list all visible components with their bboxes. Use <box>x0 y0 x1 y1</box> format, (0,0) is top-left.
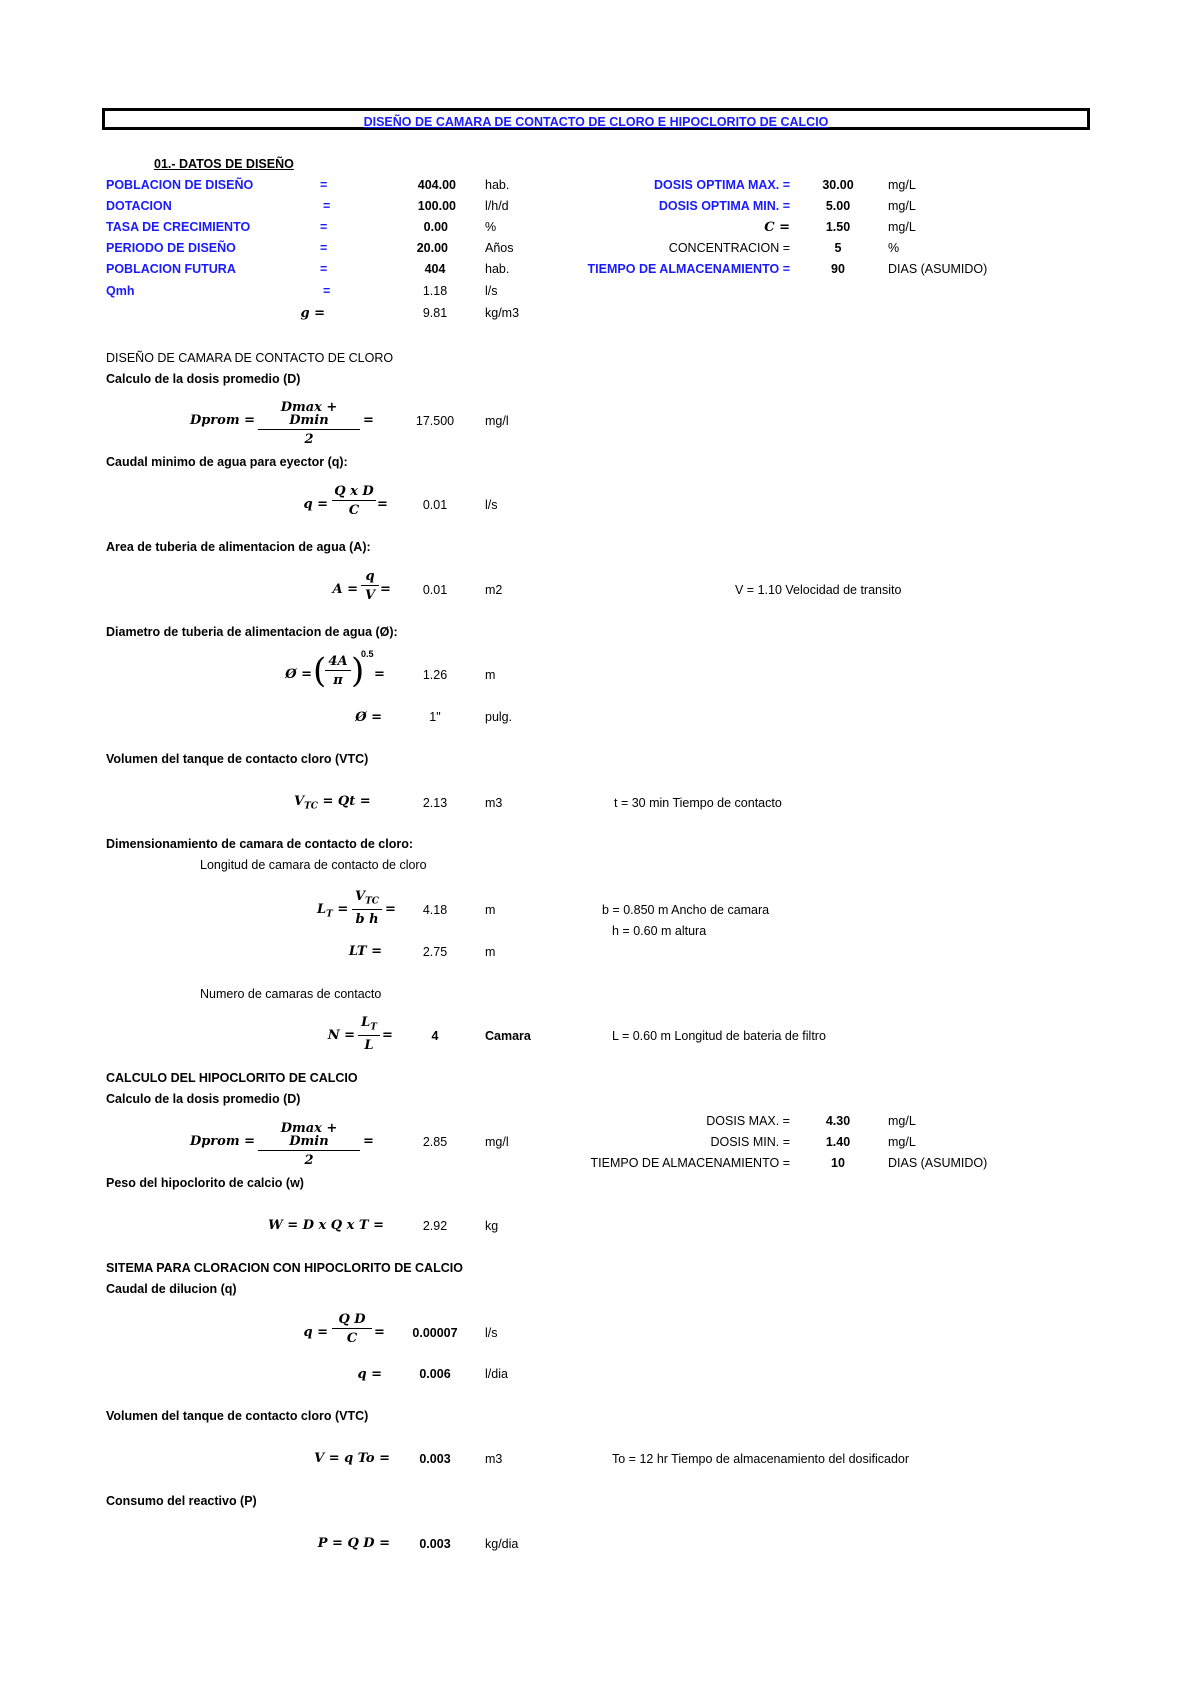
hipo-tiempo-label: TIEMPO DE ALMACENAMIENTO = <box>590 1156 790 1170</box>
a-unit: m2 <box>485 583 503 597</box>
hipo-dosis-max-value: 4.30 <box>825 1114 851 1128</box>
lt-numerator <box>352 890 382 910</box>
periodo-label: PERIODO DE DISEÑO <box>106 241 236 255</box>
phi-fraction <box>325 655 351 687</box>
w-formula: W = D x Q x T = <box>268 1218 384 1233</box>
dprom-eq: = <box>363 413 374 428</box>
diametro-label: Diametro de tuberia de alimentacion de agua (Ø): <box>106 625 398 639</box>
periodo-unit: Años <box>485 241 514 255</box>
lt-num-sub: TC <box>365 896 379 907</box>
c-value: 1.50 <box>825 220 851 234</box>
consumo-label: Consumo del reactivo (P) <box>106 1494 257 1508</box>
g-unit: kg/m3 <box>485 306 520 320</box>
poblacion-eq: = <box>320 178 328 192</box>
sistema-heading: SITEMA PARA CLORACION CON HIPOCLORITO DE CALCIO <box>106 1261 463 1275</box>
phi2-unit: pulg. <box>485 710 513 724</box>
vtc-value: 2.13 <box>422 796 448 810</box>
dprom-denominator: 2 <box>304 432 314 447</box>
hipo-dprom-fraction <box>258 1122 360 1167</box>
periodo-value: 20.00 <box>416 241 448 255</box>
n-fraction <box>358 1016 380 1052</box>
q-value: 0.01 <box>422 498 448 512</box>
lt2-unit: m <box>485 945 496 959</box>
phi-right-paren: ) <box>351 651 365 691</box>
dotacion-value: 100.00 <box>417 199 456 213</box>
vtc-lhs: V <box>294 794 305 809</box>
n-num-var: L <box>361 1015 371 1030</box>
dosis-min-label: DOSIS OPTIMA MIN. = <box>658 199 790 213</box>
tasa-value: 0.00 <box>423 220 448 234</box>
phi-denominator: π <box>333 673 343 688</box>
phi-eq: = <box>374 667 385 682</box>
a-value: 0.01 <box>422 583 448 597</box>
q-lhs: q = <box>303 497 328 512</box>
phi-lhs: Ø = <box>285 667 312 682</box>
concentracion-unit: % <box>888 241 900 255</box>
dprom-lhs: Dprom = <box>189 413 255 428</box>
cloro-dosis-label: Calculo de la dosis promedio (D) <box>106 372 301 386</box>
p-formula: P = Q D = <box>317 1536 390 1551</box>
sv-unit: m3 <box>485 1452 503 1466</box>
poblacion-value: 404.00 <box>417 178 456 192</box>
sq-numerator: Q D <box>332 1313 372 1329</box>
tiempo-alm-label: TIEMPO DE ALMACENAMIENTO = <box>587 262 790 276</box>
tiempo-alm-unit: DIAS (ASUMIDO) <box>888 262 988 276</box>
q-eq: = <box>377 497 388 512</box>
concentracion-label: CONCENTRACION = <box>668 241 790 255</box>
lt2-lhs: LT = <box>348 944 382 959</box>
sq-value: 0.00007 <box>412 1326 458 1340</box>
velocidad-note: V = 1.10 Velocidad de transito <box>735 583 902 597</box>
lt2-value: 2.75 <box>422 945 448 959</box>
hipo-dosis-min-label: DOSIS MIN. = <box>710 1135 790 1149</box>
hipo-dprom-lhs: Dprom = <box>189 1134 255 1149</box>
dprom-unit: mg/l <box>485 414 509 428</box>
vtc-unit: m3 <box>485 796 503 810</box>
dprom-numerator: Dmax + Dmin <box>258 401 360 430</box>
lt-denominator: b h <box>355 911 379 927</box>
tiempo-alm-value: 90 <box>831 262 845 276</box>
dprom-fraction <box>258 401 360 446</box>
pob-futura-unit: hab. <box>485 262 510 276</box>
lt-lhs-var: L <box>317 902 327 917</box>
sq-unit: l/s <box>485 1326 498 1340</box>
lt-fraction <box>352 890 382 926</box>
sv-formula: V = q To = <box>314 1451 390 1466</box>
poblacion-unit: hab. <box>485 178 510 192</box>
bateria-note: L = 0.60 m Longitud de bateria de filtro <box>612 1029 826 1043</box>
caudal-min-label: Caudal minimo de agua para eyector (q): <box>106 455 348 469</box>
a-denominator: V <box>364 588 376 603</box>
n-unit: Camara <box>485 1029 531 1043</box>
dosis-max-unit: mg/L <box>888 178 916 192</box>
hipo-dprom-eq: = <box>363 1134 374 1149</box>
area-label: Area de tuberia de alimentacion de agua (A): <box>106 540 371 554</box>
sv-value: 0.003 <box>419 1452 451 1466</box>
tasa-unit: % <box>485 220 497 234</box>
phi-value: 1.26 <box>422 668 448 682</box>
tiempo-contacto-note: t = 30 min Tiempo de contacto <box>614 796 782 810</box>
n-eq: = <box>382 1028 393 1043</box>
phi-exponent: 0.5 <box>361 649 374 659</box>
dimensionamiento-label: Dimensionamiento de camara de contacto de cloro: <box>106 837 414 851</box>
title-box <box>102 108 1090 130</box>
dprom-value: 17.500 <box>415 414 455 428</box>
hipo-dosis-max-unit: mg/L <box>888 1114 916 1128</box>
longitud-label: Longitud de camara de contacto de cloro <box>200 858 427 872</box>
altura-note: h = 0.60 m altura <box>612 924 707 938</box>
c-label: C = <box>764 220 790 235</box>
phi-numerator: 4A <box>325 655 351 671</box>
p-value: 0.003 <box>419 1537 451 1551</box>
hipo-dprom-denominator: 2 <box>304 1153 314 1168</box>
phi2-lhs: Ø = <box>355 710 382 725</box>
periodo-eq: = <box>320 241 328 255</box>
q-denominator: C <box>348 503 360 518</box>
a-lhs: A = <box>332 582 358 597</box>
n-value: 4 <box>431 1029 439 1043</box>
qmh-label: Qmh <box>106 284 135 298</box>
q-numerator: Q x D <box>332 485 376 501</box>
concentracion-value: 5 <box>834 241 842 255</box>
hipo-dprom-value: 2.85 <box>422 1135 448 1149</box>
lt-num-var: V <box>355 889 366 904</box>
vtc-sub: TC <box>304 801 318 812</box>
n-numerator <box>358 1016 380 1036</box>
sq2-lhs: q = <box>357 1367 382 1382</box>
tasa-eq: = <box>320 220 328 234</box>
pob-futura-label: POBLACION FUTURA <box>106 262 236 276</box>
hipo-dprom-unit: mg/l <box>485 1135 509 1149</box>
numero-camaras-label: Numero de camaras de contacto <box>200 987 382 1001</box>
sq-eq: = <box>374 1325 385 1340</box>
lt-eq: = <box>385 902 396 917</box>
n-lhs: N = <box>327 1028 355 1043</box>
pob-futura-value: 404 <box>424 262 446 276</box>
phi-left-paren: ( <box>313 651 327 691</box>
hipo-dosis-min-value: 1.40 <box>825 1135 851 1149</box>
sq-denominator: C <box>346 1331 358 1346</box>
sq-fraction <box>332 1313 372 1345</box>
dosis-max-label: DOSIS OPTIMA MAX. = <box>653 178 790 192</box>
sq-lhs: q = <box>303 1325 328 1340</box>
qmh-unit: l/s <box>485 284 498 298</box>
pob-futura-eq: = <box>320 262 328 276</box>
p-unit: kg/dia <box>485 1537 519 1551</box>
a-eq: = <box>380 582 391 597</box>
a-numerator: q <box>361 570 379 586</box>
n-num-sub: T <box>370 1022 377 1033</box>
vtc-label: Volumen del tanque de contacto cloro (VTC) <box>106 752 369 766</box>
dotacion-eq: = <box>323 199 331 213</box>
hipo-dosis-min-unit: mg/L <box>888 1135 916 1149</box>
vtc-formula <box>294 795 371 812</box>
dilucion-label: Caudal de dilucion (q) <box>106 1282 237 1296</box>
w-unit: kg <box>485 1219 499 1233</box>
dosis-min-value: 5.00 <box>825 199 851 213</box>
lt-value: 4.18 <box>422 903 448 917</box>
c-unit: mg/L <box>888 220 916 234</box>
sq2-unit: l/dia <box>485 1367 508 1381</box>
q-fraction <box>332 485 376 517</box>
n-denominator: L <box>364 1037 374 1053</box>
peso-label: Peso del hipoclorito de calcio (w) <box>106 1176 304 1190</box>
dotacion-label: DOTACION <box>106 199 172 213</box>
hipo-tiempo-value: 10 <box>831 1156 845 1170</box>
poblacion-label: POBLACION DE DISEÑO <box>106 178 254 192</box>
ancho-note: b = 0.850 m Ancho de camara <box>602 903 770 917</box>
hipo-dprom-numerator: Dmax + Dmin <box>258 1122 360 1151</box>
q-unit: l/s <box>485 498 498 512</box>
lt-lhs-sub: T <box>326 909 333 920</box>
dosis-max-value: 30.00 <box>822 178 854 192</box>
dosis-min-unit: mg/L <box>888 199 916 213</box>
to-note: To = 12 hr Tiempo de almacenamiento del dosificador <box>612 1452 910 1466</box>
g-label: g = <box>300 306 325 321</box>
hipo-heading: CALCULO DEL HIPOCLORITO DE CALCIO <box>106 1071 358 1085</box>
hipo-dosis-max-label: DOSIS MAX. = <box>706 1114 790 1128</box>
hipo-dosis-label: Calculo de la dosis promedio (D) <box>106 1092 301 1106</box>
a-fraction <box>361 570 379 602</box>
qmh-eq: = <box>323 284 331 298</box>
datos-heading: 01.- DATOS DE DISEÑO <box>154 157 294 171</box>
page-title: DISEÑO DE CAMARA DE CONTACTO DE CLORO E HIPOCLORITO DE CALCIO <box>363 115 829 129</box>
sistema-vol-label: Volumen del tanque de contacto cloro (VTC) <box>106 1409 369 1423</box>
lt-lhs: $L_T$ = <box>317 902 349 920</box>
cloro-heading: DISEÑO DE CAMARA DE CONTACTO DE CLORO <box>106 351 394 365</box>
qmh-value: 1.18 <box>422 284 448 298</box>
vtc-rhs: = Qt = <box>322 794 371 809</box>
dotacion-unit: l/h/d <box>485 199 509 213</box>
phi-unit: m <box>485 668 496 682</box>
phi2-value: 1" <box>429 710 441 724</box>
tasa-label: TASA DE CRECIMIENTO <box>106 220 251 234</box>
g-value: 9.81 <box>422 306 448 320</box>
w-value: 2.92 <box>422 1219 448 1233</box>
sq2-value: 0.006 <box>419 1367 451 1381</box>
hipo-tiempo-unit: DIAS (ASUMIDO) <box>888 1156 988 1170</box>
lt-unit: m <box>485 903 496 917</box>
